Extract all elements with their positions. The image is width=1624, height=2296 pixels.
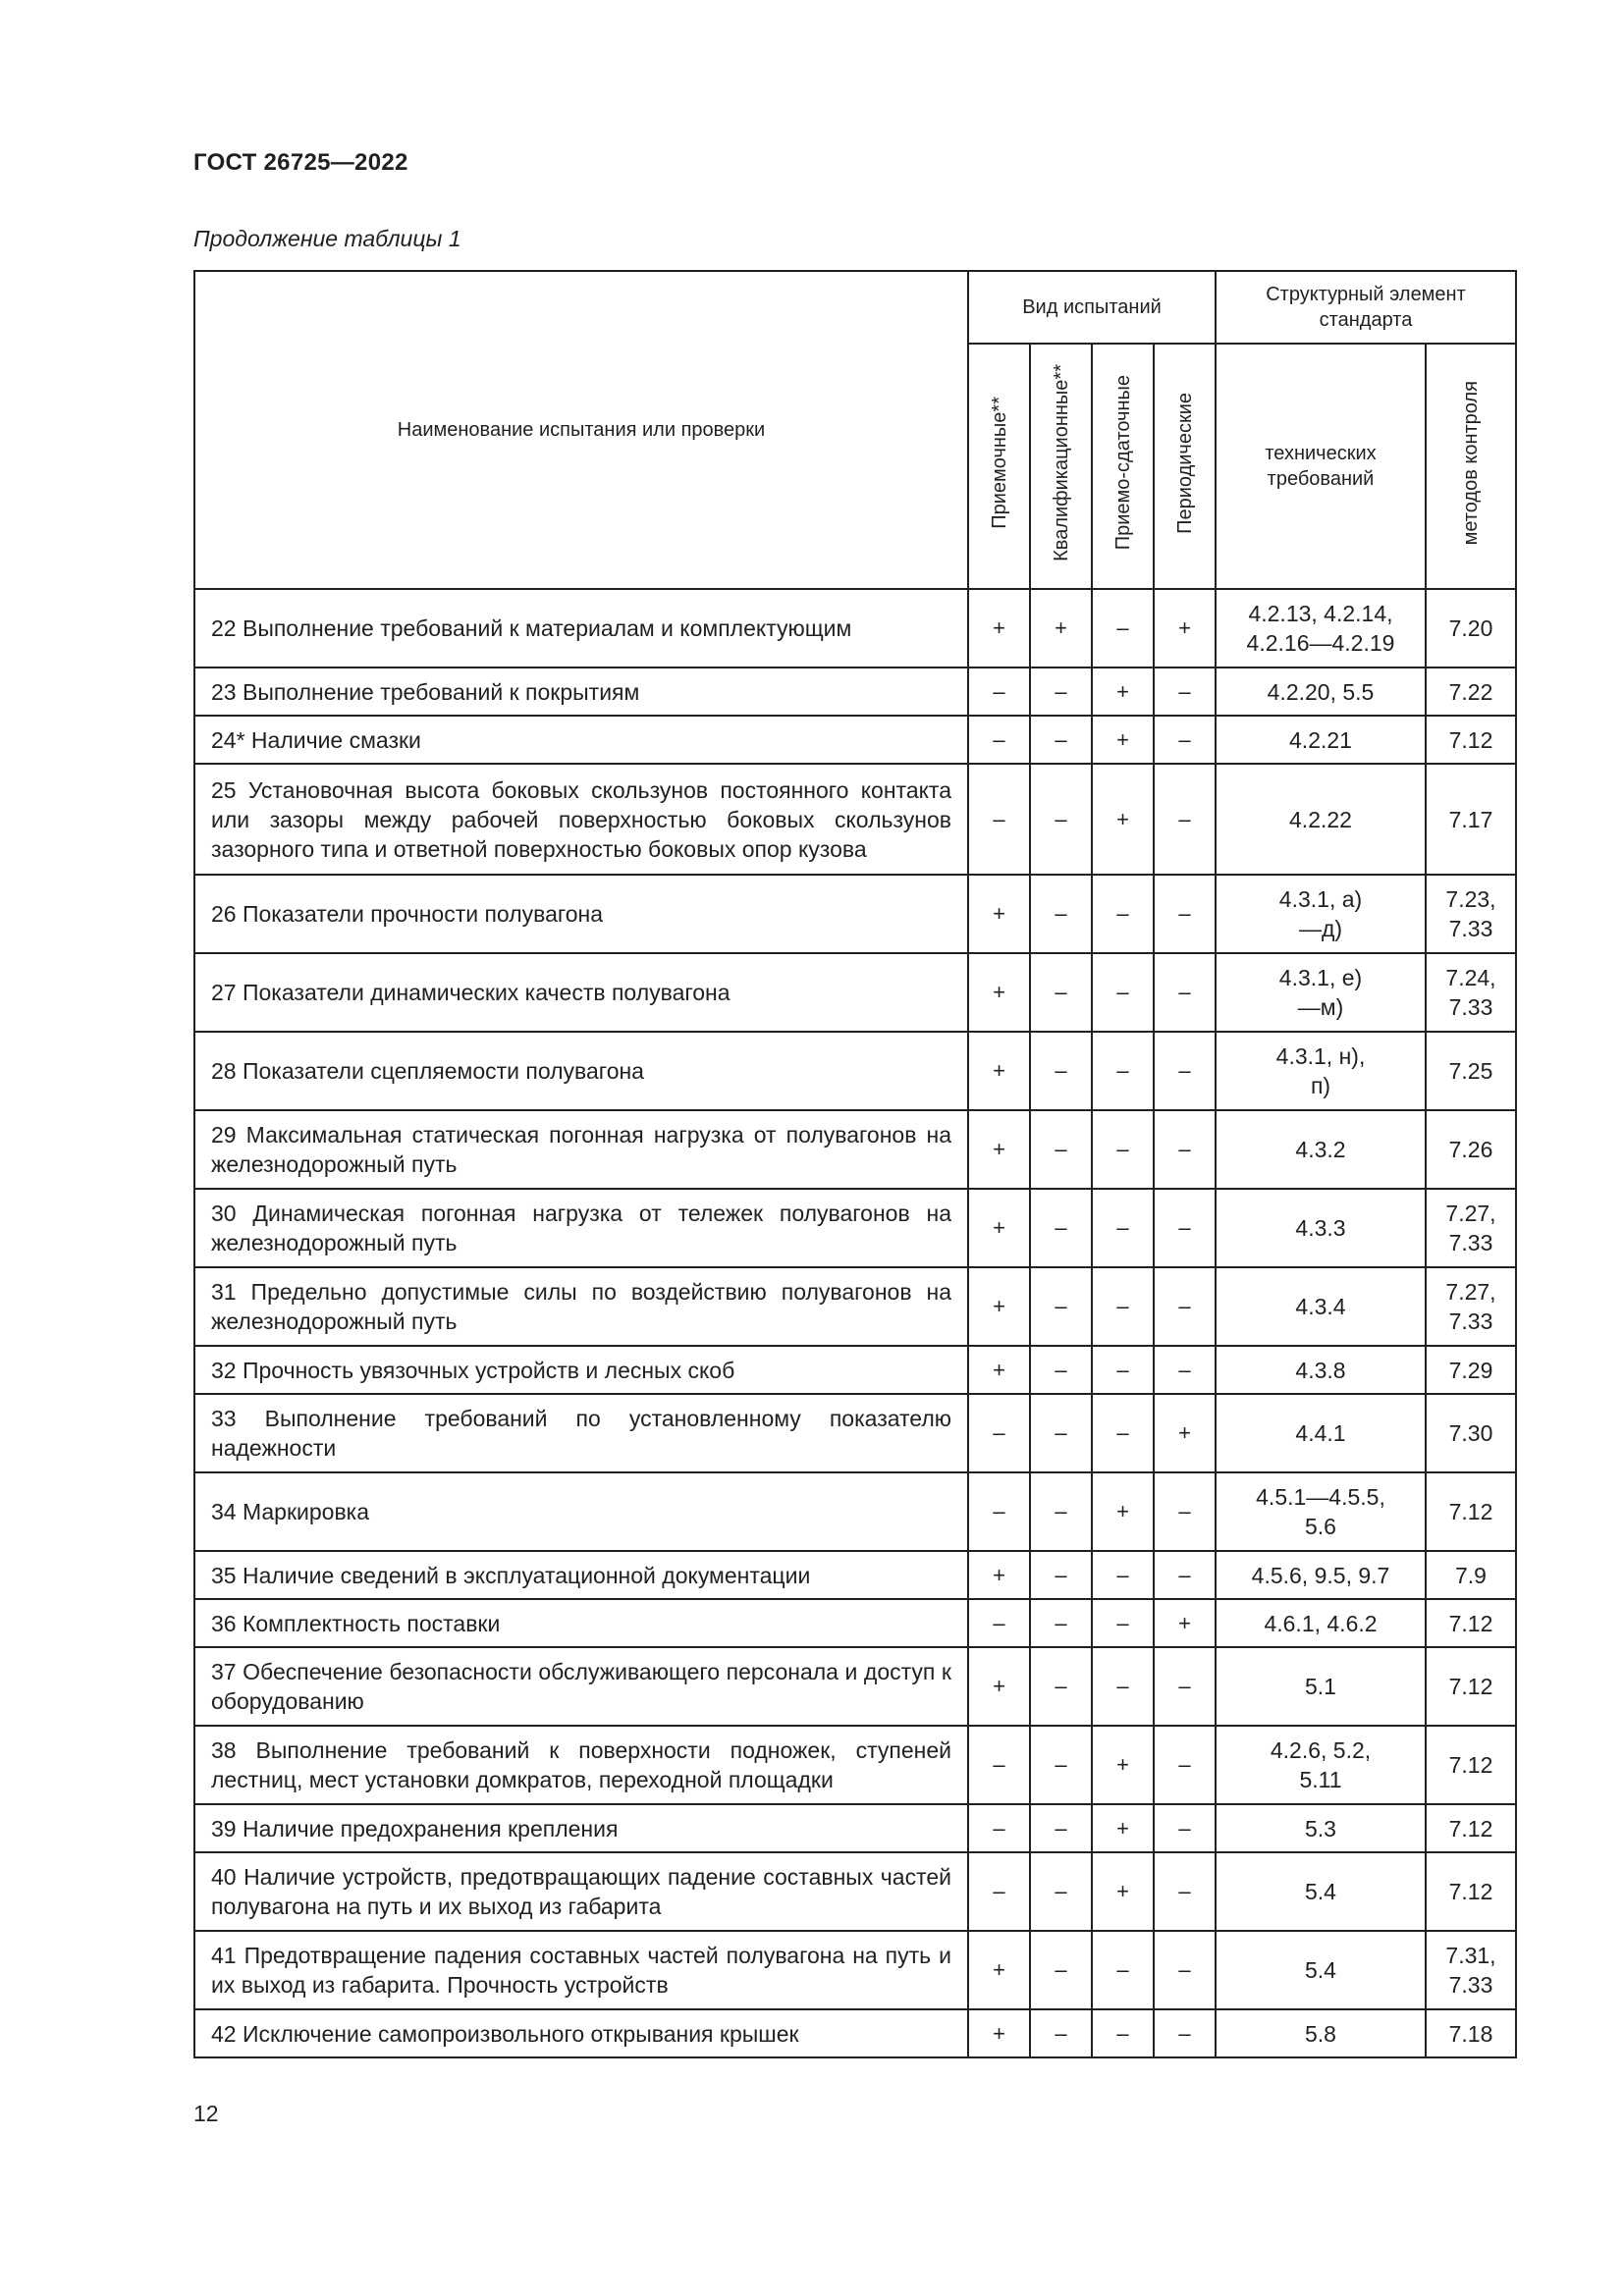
table-row: 38 Выполнение требований к поверхности подножек, ступеней лестниц, мест установки домкратов, переходной площадки – – + – 4.2.6, 5.2, 5.11 7.12 [194,1726,1516,1804]
table-caption: Продолжение таблицы 1 [193,226,461,251]
table-row: 42 Исключение самопроизвольного открывания крышек + – – – 5.8 7.18 [194,2009,1516,2057]
table-row: 33 Выполнение требований по установленному показателю надежности – – – + 4.4.1 7.30 [194,1394,1516,1472]
table-row: 31 Предельно допустимые силы по воздействию полувагонов на железнодорожный путь + – – – 4.3.4 7.27, 7.33 [194,1267,1516,1346]
header-acceptance: Приемочные** [968,344,1030,589]
header-test-type-group: Вид испытаний [968,271,1216,344]
header-tech-requirements: технических требований [1216,344,1426,589]
table-row: 28 Показатели сцепляемости полувагона + – – – 4.3.1, н), п) 7.25 [194,1032,1516,1110]
table-row: 24* Наличие смазки – – + – 4.2.21 7.12 [194,716,1516,764]
tests-table [193,270,1517,2058]
document-title: ГОСТ 26725—2022 [193,149,408,176]
table-row: 27 Показатели динамических качеств полувагона + – – – 4.3.1, е)—м) 7.24, 7.33 [194,953,1516,1032]
table-row: 30 Динамическая погонная нагрузка от тележек полувагонов на железнодорожный путь + – – – 4.3.3 7.27, 7.33 [194,1189,1516,1267]
table-row: 25 Установочная высота боковых скользунов постоянного контакта или зазоры между рабочей поверхностью боковых скользунов зазорного типа и ответной поверхностью боковых опор кузова – – + – 4.2.22 7.17 [194,764,1516,875]
header-qualification: Квалификационные** [1030,344,1092,589]
header-periodic: Периодические [1154,344,1216,589]
table-row: 40 Наличие устройств, предотвращающих падение составных частей полувагона на путь и их выход из габарита – – + – 5.4 7.12 [194,1852,1516,1931]
header-control-methods: методов контроля [1426,344,1516,589]
page-number: 12 [193,2101,219,2126]
table-row: 26 Показатели прочности полувагона + – – – 4.3.1, а)—д) 7.23, 7.33 [194,875,1516,953]
header-structural-group: Структурный элемент стандарта [1216,271,1516,344]
table-row: 22 Выполнение требований к материалам и комплектующим + + – + 4.2.13, 4.2.14, 4.2.16—4.2.19 7.20 [194,589,1516,667]
header-test-name: Наименование испытания или проверки [194,271,968,589]
table-row: 35 Наличие сведений в эксплуатационной документации + – – – 4.5.6, 9.5, 9.7 7.9 [194,1551,1516,1599]
table-row: 41 Предотвращение падения составных частей полувагона на путь и их выход из габарита. Прочность устройств + – – – 5.4 7.31, 7.33 [194,1931,1516,2009]
table-row: 32 Прочность увязочных устройств и лесных скоб + – – – 4.3.8 7.29 [194,1346,1516,1394]
table-row: 29 Максимальная статическая погонная нагрузка от полувагонов на железнодорожный путь + – – – 4.3.2 7.26 [194,1110,1516,1189]
table-row: 39 Наличие предохранения крепления – – + – 5.3 7.12 [194,1804,1516,1852]
table-row: 36 Комплектность поставки – – – + 4.6.1, 4.6.2 7.12 [194,1599,1516,1647]
table-row: 34 Маркировка – – + – 4.5.1—4.5.5, 5.6 7.12 [194,1472,1516,1551]
table-row: 23 Выполнение требований к покрытиям – – + – 4.2.20, 5.5 7.22 [194,667,1516,716]
header-handover: Приемо-сдаточные [1092,344,1154,589]
table-row: 37 Обеспечение безопасности обслуживающего персонала и доступ к оборудованию + – – – 5.1 7.12 [194,1647,1516,1726]
